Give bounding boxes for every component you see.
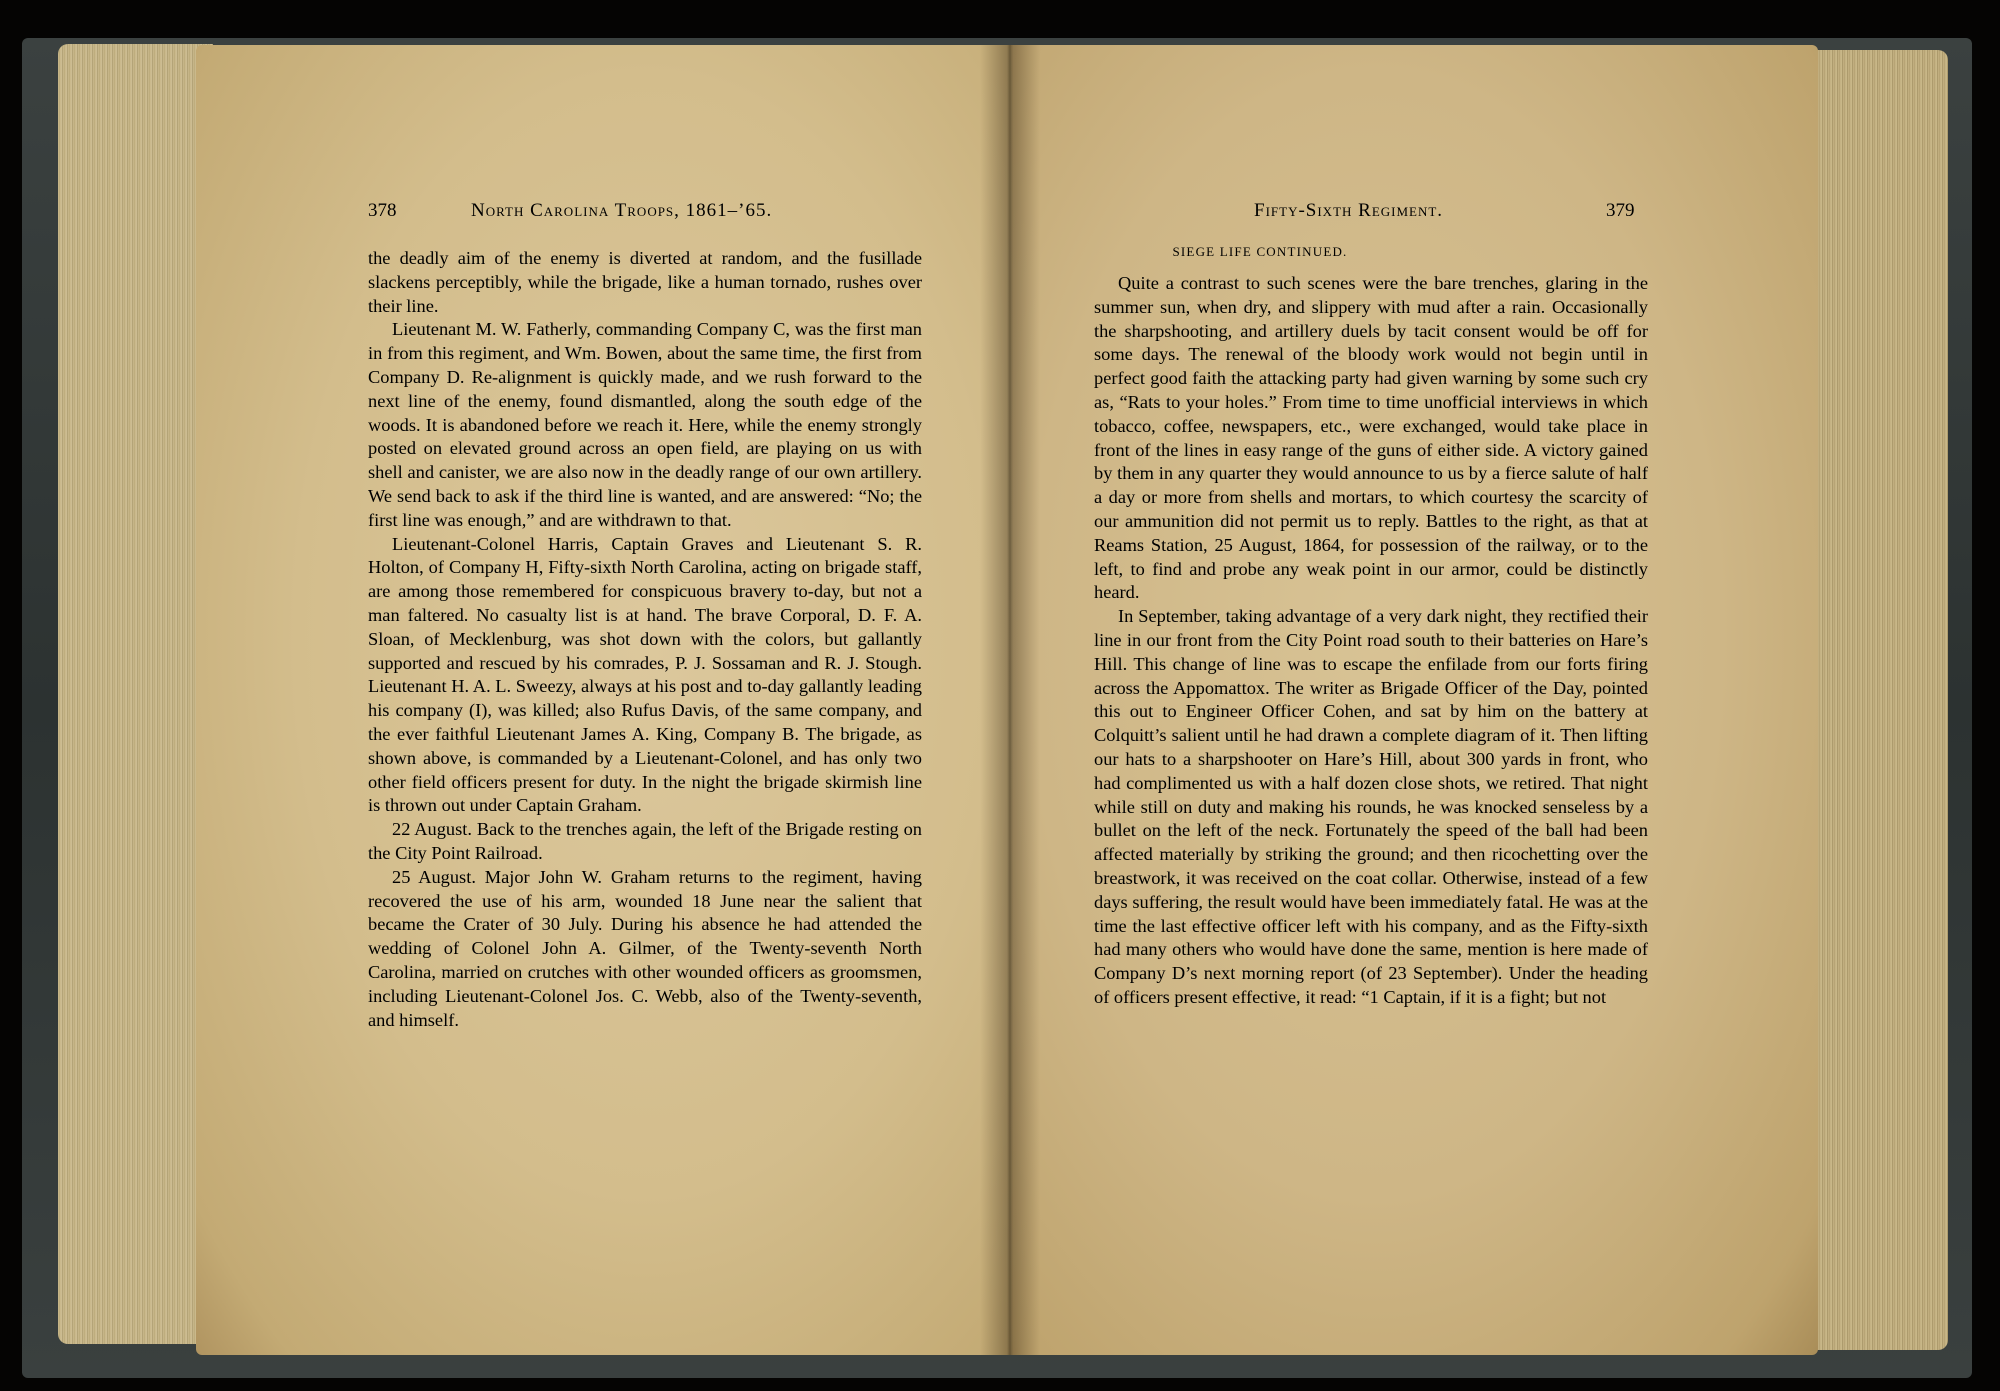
left-paragraph-3: Lieutenant-Colonel Harris, Captain Graves and Lieutenant S. R. Holton, of Company H, Fifty-sixth North Carolina, acting on brigade staff, are among those remembered for conspicuous bravery to-day, but not a man faltered. No casualty list is at hand. The brave Corporal, D. F. A. Sloan, of Mecklenburg, was shot down with the colors, but gallantly supported and rescued by his comrades, P. J. Sossaman and R. J. Stough. Lieutenant H. A. L. Sweezy, always at his post and to-day gallantly leading his company (I), was killed; also Rufus Davis, of the same company, and the ever faithful Lieutenant James A. King, Company B. The brigade, as shown above, is commanded by a Lieutenant-Colonel, and has only two other field officers present for duty. In the night the brigade skirmish line is thrown out under Captain Graham. bbox=[368, 533, 922, 816]
page-edges-right bbox=[1808, 50, 1948, 1350]
right-running-head: Fifty-Sixth Regiment. bbox=[1254, 200, 1444, 221]
left-paragraph-1: the deadly aim of the enemy is diverted at random, and the fusillade slackens perceptibly, while the brigade, like a human tornado, rushes over their line. bbox=[368, 248, 922, 316]
left-running-head: North Carolina Troops, 1861–’65. bbox=[471, 200, 773, 221]
left-page-body bbox=[368, 247, 922, 1032]
right-page-number: 379 bbox=[1606, 200, 1635, 221]
section-subheading: SIEGE LIFE CONTINUED. bbox=[1172, 244, 1348, 259]
right-paragraph-2: In September, taking advantage of a very dark night, they rectified their line in our front from the City Point road south to their batteries on Hare’s Hill. This change of line was to escape the enfilade from our forts firing across the Appomattox. The writer as Brigade Officer of the Day, pointed this out to Engineer Officer Cohen, and sat by him on the battery at Colquitt’s salient until he had drawn a complete diagram of it. Then lifting our hats to a sharpshooter on Hare’s Hill, about 300 yards in front, who had complimented us with a half dozen close shots, we retired. That night while still on duty and making his rounds, he was knocked senseless by a bullet on the left of the neck. Fortunately the speed of the ball had been affected materially by striking the ground; and then ricochetting over the breastwork, it was received on the coat collar. Otherwise, instead of a few days suffering, the result would have been immediately fatal. He was at the time the last effective officer left with his company, and as the Fifty-sixth had many others who would have done the same, mention is here made of Company D’s next morning report (of 23 September). Under the heading of officers present effective, it read: “1 Captain, if it is a fight; but not bbox=[1094, 606, 1648, 1007]
left-paragraph-5: 25 August. Major John W. Graham returns to the regiment, having recovered the use of his arm, wounded 18 June near the salient that became the Crater of 30 July. During his absence he had attended the wedding of Colonel John A. Gilmer, of the Twenty-seventh North Carolina, married on crutches with other wounded officers as groomsmen, including Lieutenant-Colonel Jos. C. Webb, also of the Twenty-seventh, and himself. bbox=[368, 866, 922, 1030]
left-paragraph-4: 22 August. Back to the trenches again, the left of the Brigade resting on the City Point Railroad. bbox=[368, 819, 922, 863]
book-gutter bbox=[980, 45, 1040, 1355]
right-page-body bbox=[1094, 272, 1648, 1010]
right-paragraph-1: Quite a contrast to such scenes were the bare trenches, glaring in the summer sun, when dry, and slippery with mud after a rain. Occasionally the sharpshooting, and artillery duels by tacit consent would be off for some days. The renewal of the bloody work would not begin until in perfect good faith the attacking party had given warning by some such cry as, “Rats to your holes.” From time to time unofficial interviews in which tobacco, coffee, newspapers, etc., were exchanged, would take place in front of the lines in easy range of the guns of either side. A victory gained by them in any quarter they would announce to us by a fierce salute of half a day or more from shells and mortars, to which courtesy the scarcity of our ammunition did not permit us to reply. Battles to the right, as that at Reams Station, 25 August, 1864, for possession of the railway, or to the left, to find and probe any weak point in our armor, could be distinctly heard. bbox=[1094, 273, 1648, 603]
left-paragraph-2: Lieutenant M. W. Fatherly, commanding Company C, was the first man in from this regiment, and Wm. Bowen, about the same time, the first from Company D. Re-alignment is quickly made, and we rush forward to the next line of the enemy, found dismantled, along the south edge of the woods. It is abandoned before we reach it. Here, while the enemy strongly posted on elevated ground across an open field, are playing on us with shell and canister, we are also now in the deadly range of our own artillery. We send back to ask if the third line is wanted, and are answered: “No; the first line was enough,” and are withdrawn to that. bbox=[368, 319, 922, 530]
left-page-number: 378 bbox=[368, 200, 397, 221]
page-edges-left bbox=[58, 44, 213, 1344]
